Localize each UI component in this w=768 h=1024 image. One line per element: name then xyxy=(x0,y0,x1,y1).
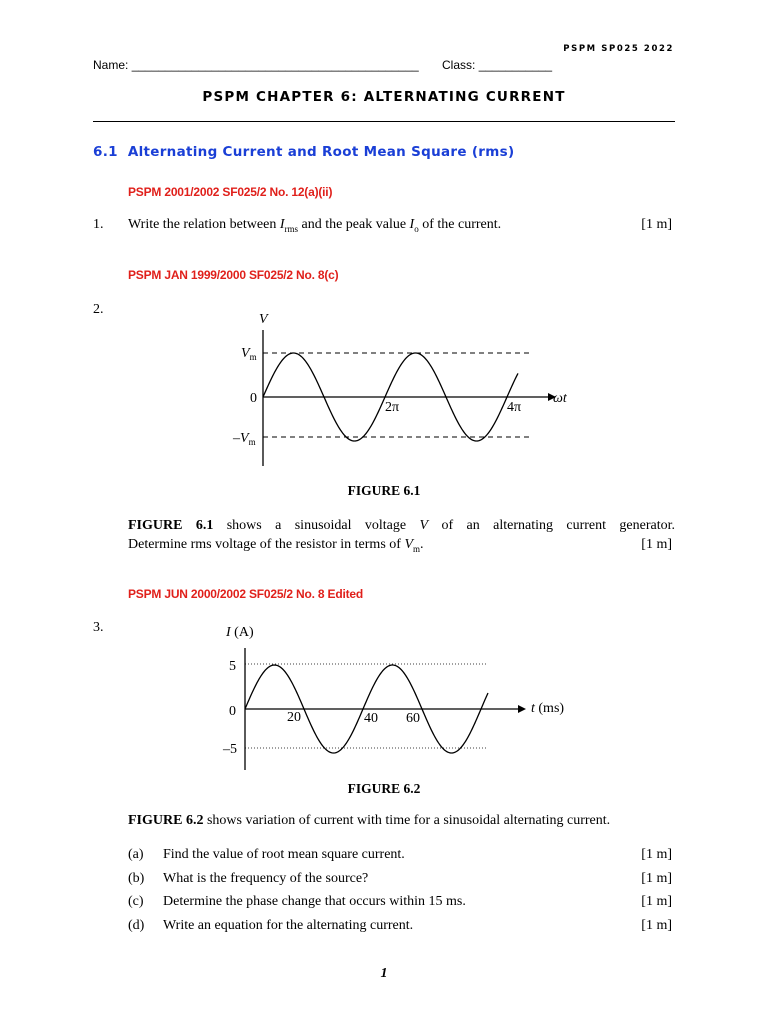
fig1-x-label: ωt xyxy=(553,391,567,406)
name-field xyxy=(93,58,419,72)
q1-text xyxy=(128,217,501,234)
fig2-zero-label: 0 xyxy=(229,704,236,719)
q3-part-a-label: (a) xyxy=(128,847,144,862)
fig2-x-label xyxy=(531,701,564,716)
section-title: Alternating Current and Root Mean Square (rms) xyxy=(127,144,515,160)
q2-number: 2. xyxy=(93,302,104,317)
q3-part-b-text: What is the frequency of the source? xyxy=(163,871,369,886)
fig1-tick-2pi: 2π xyxy=(385,400,400,415)
figure-6-1-graph xyxy=(0,300,768,475)
fig2-tick-60: 60 xyxy=(406,711,420,726)
class-label: Class: xyxy=(442,58,476,72)
name-blank: ___________________________________________ xyxy=(131,58,419,72)
fig2-y-unit: (A) xyxy=(230,625,254,640)
fig2-x-arrow xyxy=(518,705,526,713)
fig2-y-min-label: –5 xyxy=(223,742,237,757)
fig2-tick-20: 20 xyxy=(287,710,301,725)
q2-text-c: Determine rms voltage of the resistor in terms of xyxy=(128,537,405,552)
q2-figure-ref: FIGURE 6.1 xyxy=(128,518,214,533)
q1-io-sub: o xyxy=(414,223,419,234)
q3-part-d-label: (d) xyxy=(128,918,145,933)
fig2-y-var: I xyxy=(226,625,231,640)
q2-text-line1 xyxy=(128,518,675,534)
fig1-neg-vm-sub: m xyxy=(248,437,256,447)
q3-part-a-text: Find the value of root mean square current. xyxy=(163,847,405,862)
section-heading xyxy=(93,144,514,160)
q1-mark: [1 m] xyxy=(641,217,672,232)
q3-part-b-label: (b) xyxy=(128,871,145,886)
fig1-zero-label: 0 xyxy=(250,391,257,406)
fig2-y-max-label: 5 xyxy=(229,659,236,674)
q2-vm-var: V xyxy=(404,537,413,552)
exam-code: PSPM SP025 2022 xyxy=(563,44,674,54)
page-number: 1 xyxy=(380,966,388,981)
q2-text-line2 xyxy=(128,537,424,554)
name-label: Name: xyxy=(93,58,129,72)
q2-v-var: V xyxy=(419,518,429,533)
class-blank: ___________ xyxy=(478,58,553,72)
q3-part-c-label: (c) xyxy=(128,894,144,909)
q1-irms-sub: rms xyxy=(284,223,298,234)
q2-mark: [1 m] xyxy=(641,537,672,552)
q1-text-a: Write the relation between xyxy=(128,217,280,232)
q1-number: 1. xyxy=(93,217,104,232)
page-title: PSPM CHAPTER 6: ALTERNATING CURRENT xyxy=(202,89,566,105)
fig1-neg-vm-label xyxy=(232,431,256,447)
figure-6-2-graph xyxy=(0,618,768,778)
q1-text-b: and the peak value xyxy=(297,217,410,232)
class-field xyxy=(442,58,552,72)
q3-reference: PSPM JUN 2000/2002 SF025/2 No. 8 Edited xyxy=(128,587,363,601)
fig1-y-label: V xyxy=(259,312,268,327)
fig1-neg-vm-var: –V xyxy=(233,431,249,446)
fig1-tick-4pi: 4π xyxy=(507,400,522,415)
q3-part-b-mark: [1 m] xyxy=(641,871,672,886)
fig1-vm-label xyxy=(241,346,257,362)
fig1-vm-sub: m xyxy=(249,352,257,362)
q1-reference: PSPM 2001/2002 SF025/2 No. 12(a)(ii) xyxy=(128,185,333,199)
title-divider xyxy=(93,121,675,122)
fig2-y-label xyxy=(225,625,254,640)
fig1-vm-var: V xyxy=(241,346,250,361)
q3-part-d-text: Write an equation for the alternating current. xyxy=(163,918,414,933)
section-number: 6.1 xyxy=(93,144,118,160)
q2-text-d: . xyxy=(420,537,424,552)
q1-io-var: I xyxy=(409,217,415,232)
q3-intro-text: shows variation of current with time for a sinusoidal alternating current. xyxy=(203,813,611,828)
q2-text-b: of an alternating current generator. xyxy=(428,518,675,533)
fig2-x-unit: (ms) xyxy=(534,701,565,716)
fig2-tick-40: 40 xyxy=(364,711,378,726)
figure-6-2-caption: FIGURE 6.2 xyxy=(347,781,421,796)
q2-text-a: shows a sinusoidal voltage xyxy=(213,518,420,533)
q3-figure-ref: FIGURE 6.2 xyxy=(128,813,204,828)
figure-6-1-caption: FIGURE 6.1 xyxy=(347,483,421,498)
q3-part-d-mark: [1 m] xyxy=(641,918,672,933)
q2-vm-sub: m xyxy=(413,543,421,554)
q3-part-c-mark: [1 m] xyxy=(641,894,672,909)
q3-part-a-mark: [1 m] xyxy=(641,847,672,862)
q1-irms-var: I xyxy=(279,217,285,232)
q2-reference: PSPM JAN 1999/2000 SF025/2 No. 8(c) xyxy=(128,268,339,282)
q1-text-c: of the current. xyxy=(418,217,502,232)
q3-number: 3. xyxy=(93,620,104,635)
fig2-x-var: t xyxy=(531,701,535,716)
q3-intro xyxy=(128,813,610,829)
q3-part-c-text: Determine the phase change that occurs within 15 ms. xyxy=(163,894,466,909)
